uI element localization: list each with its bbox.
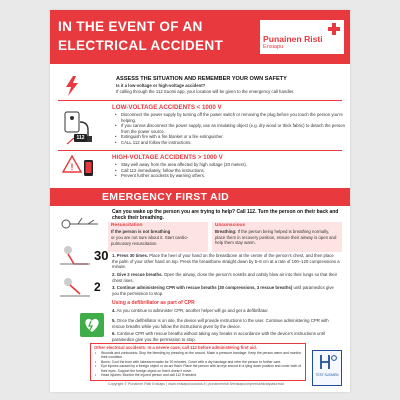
call-112-badge: 112 (74, 134, 87, 142)
step-bold: Give 2 rescue breaths. (116, 272, 163, 277)
compressions-number: 30 (94, 248, 109, 263)
unconscious-text: If the person being helped is breathing normally, place them in recovery position, ensure their airway is open and help them stay warm. (215, 229, 337, 246)
rescue-breath-icon (58, 276, 92, 298)
resuscitation-box (108, 222, 208, 252)
quality-seal (312, 350, 342, 386)
step-number: 3. (112, 285, 116, 290)
logo-name: Punainen Risti (263, 34, 323, 44)
first-aid-intro: Can you wake up the person you are trying to help? Call 112. Turn the person on their back and check their breathing. (112, 209, 339, 222)
logo-sub: Ensiapu (263, 44, 284, 50)
assess-note: If calling through the 112 Suomi app, your location will be given to the emergency call handler. (116, 89, 295, 94)
low-voltage-heading: LOW-VOLTAGE ACCIDENTS < 1000 V (112, 104, 222, 111)
step-text: Continue CPR with rescue breaths without taking any breaks in accordance with the device's instructions until paramedics give you the permission to stop. (112, 331, 325, 342)
list-item: • If you cannot disconnect the power supply, use an insulating object (e.g. dry wood or thick fabric) to detach the person from the power source. (121, 123, 347, 134)
defib-step-4 (112, 308, 340, 314)
list-item: • Burns: Cool the burn with lukewarm water for 20 minutes. Cover with a dry bandage and refer the person to further care. (101, 360, 307, 364)
list-item: • Call 112 immediately, follow the instructions. (121, 168, 347, 174)
other-accidents-box (90, 343, 306, 381)
divider (58, 150, 342, 151)
breaths-number: 2 (94, 280, 101, 294)
step-number: 2. (112, 272, 116, 277)
chest-compression-icon (58, 244, 92, 266)
unconscious-bold: Breathing: (215, 229, 237, 234)
step-bold: Continue administering CPR with rescue breaths (30 compressions, 3 rescue breaths) (116, 285, 293, 290)
step-number: 1. (112, 253, 116, 258)
power-plug-icon (64, 108, 98, 148)
lightning-bolt-icon (64, 76, 80, 96)
cpr-step-3 (112, 285, 340, 296)
resuscitation-text: or you are not sure about it. Start cardio-pulmonary resuscitation. (111, 235, 189, 246)
defib-step-5 (112, 318, 340, 329)
other-accidents-title: Other electrical accidents: In a severe case, call 112 before administering first aid. (94, 345, 257, 350)
list-item: • Stay well away from the area affected by high voltage (20 meters). (121, 162, 347, 168)
resuscitation-title: Resuscitation (111, 223, 143, 228)
seal-text: TEST SUOMEN (315, 373, 339, 377)
red-cross-logo (260, 20, 344, 54)
defib-step-6 (112, 331, 340, 342)
step-text: until paramedics give you the permission to stop. (112, 285, 334, 296)
defibrillator-icon (80, 313, 104, 337)
defibrillator-heading: Using a defibrillator as part of CPR (112, 300, 195, 306)
red-cross-icon (328, 23, 340, 35)
unconscious-title: Unconscious (215, 223, 246, 228)
list-item: • Disconnect the power supply by turning off the power switch or removing the plug before you touch the person you're helping. (121, 112, 347, 123)
step-text: Place the heel of your hand on the breastbone at the centre of the person's chest, and then place the palm of your other hand on top. Press the breastbone straight down by 5–6 cm at a rate of 100–120 compressions a minute. (112, 253, 340, 270)
cpr-step-2 (112, 272, 340, 283)
high-voltage-warning-icon (62, 154, 96, 184)
step-text: Open the airway, close the person's nostrils and calmly blow air into their lungs so that their chest rises. (112, 272, 338, 283)
step-text: Once the defibrillator is on site, the device will provide instructions to the user. Continue administering CPR with rescue breaths while you follow the instructions given by the device. (112, 318, 329, 329)
resuscitation-bold: If the person is not breathing (111, 229, 171, 234)
cpr-step-1 (112, 253, 340, 270)
low-voltage-list (114, 112, 347, 146)
list-item: • Prevent further accidents by warning others. (121, 173, 347, 179)
emergency-first-aid-band (50, 188, 350, 206)
list-item: • CALL 112 and follow the instructions. (121, 140, 347, 146)
poster (50, 10, 350, 392)
list-item: • Eye injuries caused by a foreign object or an arc flash: Place the person with an eye wound in a lying down position and cover both of their eyes. Support the foreign object so that it doesn't move. (101, 364, 307, 373)
step-number: 5. (112, 318, 116, 323)
divider (58, 100, 342, 101)
high-voltage-heading: HIGH-VOLTAGE ACCIDENTS > 1000 V (112, 154, 223, 161)
person-lying-icon (58, 208, 104, 232)
svg-text:!: ! (70, 162, 74, 172)
list-item: • Wounds and contusions: Stop the bleeding by pressing on the wound. Make a pressure bandage. Keep the person warm and monitor their condition. (101, 351, 307, 360)
header-banner (50, 10, 350, 64)
footer-text: Copyright © Punainen Risti Ensiapu | www.ensiapukoulutus.fi | punainenristi.fi/ensiapu/ohjeet/sahkotapaturmat (108, 382, 284, 386)
high-voltage-list (114, 162, 347, 179)
assess-heading: ASSESS THE SITUATION AND REMEMBER YOUR OWN SAFETY (116, 76, 287, 82)
list-item: • Extinguish fire with a fire blanket or a fire extinguisher. (121, 134, 347, 140)
assess-question: Is it a low-voltage or high-voltage accident? (116, 83, 206, 88)
other-accidents-list (94, 351, 307, 377)
unconscious-box (212, 222, 342, 252)
list-item: • Head injuries: Monitor the injured person and call 112 if needed. (101, 373, 307, 377)
step-bold: Press 30 times. (116, 253, 149, 258)
first-aid-title: EMERGENCY FIRST AID (102, 191, 230, 203)
step-number: 6. (112, 331, 116, 336)
step-text: As you continue to administer CPR, another helper will go and get a defibrillator. (116, 308, 269, 313)
step-number: 4. (112, 308, 116, 313)
poster-title: IN THE EVENT OF AN ELECTRICAL ACCIDENT (58, 19, 224, 53)
